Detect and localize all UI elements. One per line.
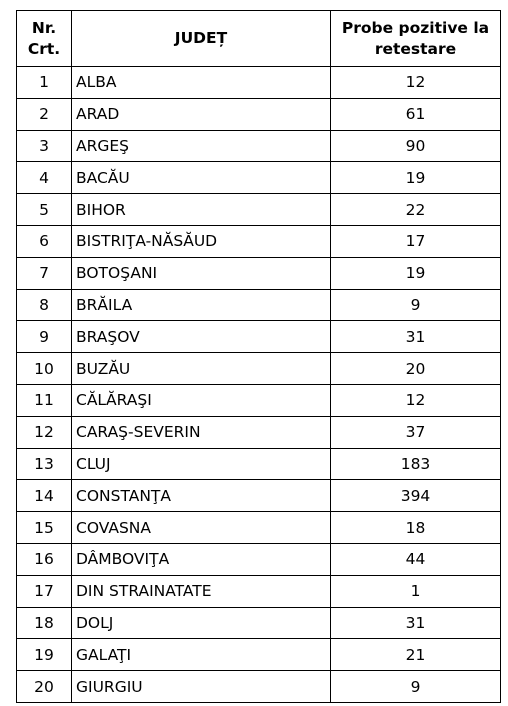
positive-count: 17 [331, 225, 501, 257]
row-number: 6 [17, 225, 72, 257]
table-row [17, 130, 501, 162]
positive-count: 61 [331, 98, 501, 130]
county-name: GALAŢI [72, 639, 331, 671]
positive-count: 22 [331, 194, 501, 226]
positive-count: 37 [331, 416, 501, 448]
county-name: CĂLĂRAŞI [72, 384, 331, 416]
county-name: BUZĂU [72, 353, 331, 385]
positive-count: 394 [331, 480, 501, 512]
retest-results-table [16, 10, 501, 703]
table-row [17, 543, 501, 575]
header-judet: JUDEȚ [72, 11, 331, 67]
positive-count: 9 [331, 289, 501, 321]
positive-count: 31 [331, 321, 501, 353]
row-number: 13 [17, 448, 72, 480]
table-row [17, 607, 501, 639]
row-number: 4 [17, 162, 72, 194]
positive-count: 21 [331, 639, 501, 671]
positive-count: 19 [331, 162, 501, 194]
county-name: BISTRIŢA-NĂSĂUD [72, 225, 331, 257]
county-name: CONSTANŢA [72, 480, 331, 512]
county-name: ARGEŞ [72, 130, 331, 162]
county-name: BIHOR [72, 194, 331, 226]
positive-count: 44 [331, 543, 501, 575]
row-number: 20 [17, 671, 72, 703]
table-row [17, 384, 501, 416]
positive-count: 20 [331, 353, 501, 385]
county-name: BRAŞOV [72, 321, 331, 353]
county-name: DIN STRAINATATE [72, 575, 331, 607]
table-row [17, 353, 501, 385]
row-number: 10 [17, 353, 72, 385]
row-number: 2 [17, 98, 72, 130]
header-probe-pozitive: Probe pozitive la retestare [331, 11, 501, 67]
county-name: DOLJ [72, 607, 331, 639]
table-row [17, 448, 501, 480]
row-number: 14 [17, 480, 72, 512]
row-number: 3 [17, 130, 72, 162]
table-row [17, 67, 501, 99]
positive-count: 12 [331, 67, 501, 99]
county-name: CLUJ [72, 448, 331, 480]
row-number: 16 [17, 543, 72, 575]
row-number: 8 [17, 289, 72, 321]
positive-count: 31 [331, 607, 501, 639]
county-name: COVASNA [72, 512, 331, 544]
table-row [17, 639, 501, 671]
row-number: 11 [17, 384, 72, 416]
row-number: 7 [17, 257, 72, 289]
county-name: ALBA [72, 67, 331, 99]
row-number: 15 [17, 512, 72, 544]
table-row [17, 671, 501, 703]
row-number: 18 [17, 607, 72, 639]
row-number: 12 [17, 416, 72, 448]
row-number: 1 [17, 67, 72, 99]
table-row [17, 257, 501, 289]
positive-count: 183 [331, 448, 501, 480]
table-row [17, 162, 501, 194]
positive-count: 1 [331, 575, 501, 607]
row-number: 17 [17, 575, 72, 607]
header-nr-crt: Nr. Crt. [17, 11, 72, 67]
table-row [17, 321, 501, 353]
table-row [17, 480, 501, 512]
row-number: 19 [17, 639, 72, 671]
table-row [17, 225, 501, 257]
county-name: CARAŞ-SEVERIN [72, 416, 331, 448]
row-number: 5 [17, 194, 72, 226]
positive-count: 9 [331, 671, 501, 703]
positive-count: 19 [331, 257, 501, 289]
table-row [17, 416, 501, 448]
row-number: 9 [17, 321, 72, 353]
county-name: BOTOŞANI [72, 257, 331, 289]
positive-count: 12 [331, 384, 501, 416]
table-row [17, 194, 501, 226]
table-header-row [17, 11, 501, 67]
county-name: BRĂILA [72, 289, 331, 321]
table-row [17, 512, 501, 544]
table-row [17, 98, 501, 130]
county-name: DÂMBOVIŢA [72, 543, 331, 575]
positive-count: 18 [331, 512, 501, 544]
positive-count: 90 [331, 130, 501, 162]
table-row [17, 575, 501, 607]
table-row [17, 289, 501, 321]
county-name: ARAD [72, 98, 331, 130]
county-name: GIURGIU [72, 671, 331, 703]
county-name: BACĂU [72, 162, 331, 194]
table-body [17, 67, 501, 703]
